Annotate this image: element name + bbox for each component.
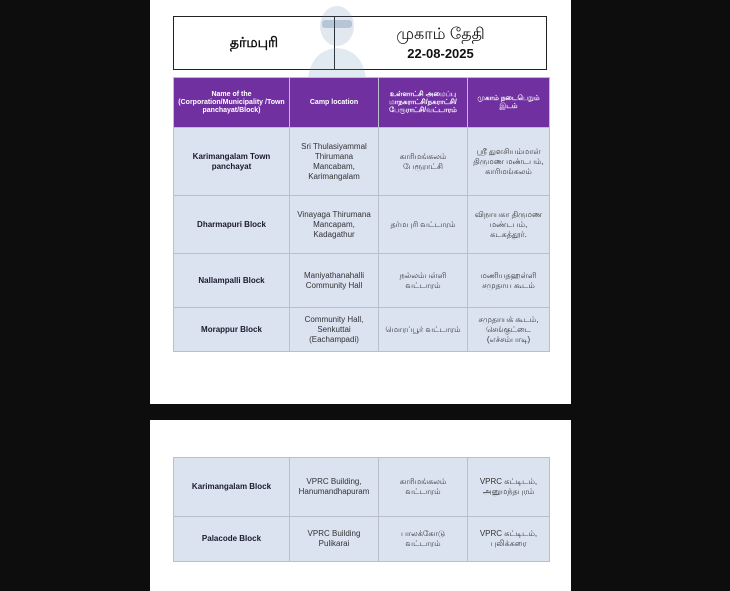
column-header-location: Camp location <box>290 78 379 128</box>
table-row <box>174 196 550 254</box>
cell-location: Maniyathanahalli Community Hall <box>290 254 379 308</box>
camp-table-continued <box>173 457 550 562</box>
cell-name: Morappur Block <box>174 308 290 352</box>
cell-local-body: காரிமங்கலம் பேரூராட்சி <box>379 128 468 196</box>
cell-local-body: காரிமங்கலம் வட்டாரம் <box>379 458 468 517</box>
table-row <box>174 128 550 196</box>
table-row <box>174 308 550 352</box>
cell-name: Karimangalam Block <box>174 458 290 517</box>
cell-venue: மணியதஹள்ளி சமுதாய கூடம் <box>468 254 550 308</box>
cell-local-body: தர்மபுரி வட்டாரம் <box>379 196 468 254</box>
cell-venue: VPRC கட்டிடம், புலிக்கரை <box>468 517 550 562</box>
column-header-local-body: உள்ளாட்சி அமைப்பு மாநகராட்சி/நகராட்சி/ பேரூராட்சி/வட்டாரம் <box>379 78 468 128</box>
cell-venue: ஸ்ரீ துளசியம்மாள் திருமண மண்டபம், காரிமங்கலம் <box>468 128 550 196</box>
cell-local-body: நல்லம்பள்ளி வட்டாரம் <box>379 254 468 308</box>
camp-date-title: முகாம் தேதி <box>396 25 485 43</box>
document-page-1 <box>150 0 571 404</box>
cell-venue: சமுதாயக் கூடம், செங்குட்டை (எச்சம்பாடி) <box>468 308 550 352</box>
cell-name: Palacode Block <box>174 517 290 562</box>
portrait-watermark-image <box>302 0 372 78</box>
camp-table <box>173 77 550 352</box>
cell-location: Community Hall, Senkuttai (Eachampadi) <box>290 308 379 352</box>
cell-location: VPRC Building Pulikarai <box>290 517 379 562</box>
cell-location: VPRC Building, Hanumandhapuram <box>290 458 379 517</box>
cell-local-body: பாலக்கோடு வட்டாரம் <box>379 517 468 562</box>
cell-venue: விநாயகா திருமண மண்டபம், கடகத்தூர். <box>468 196 550 254</box>
cell-location: Sri Thulasiyammal Thirumana Mancabam, Karimangalam <box>290 128 379 196</box>
document-page-2 <box>150 420 571 591</box>
column-header-name: Name of the (Corporation/Municipality /Town panchayat/Block) <box>174 78 290 128</box>
column-header-venue: முகாம் நடைபெறும் இடம் <box>468 78 550 128</box>
district-name: தர்மபுரி <box>174 17 335 69</box>
cell-location: Vinayaga Thirumana Mancapam, Kadagathur <box>290 196 379 254</box>
cell-name: Karimangalam Town panchayat <box>174 128 290 196</box>
cell-name: Dharmapuri Block <box>174 196 290 254</box>
cell-venue: VPRC கட்டிடம், அனுமந்தபுரம் <box>468 458 550 517</box>
cell-name: Nallampalli Block <box>174 254 290 308</box>
camp-date: 22-08-2025 <box>407 45 474 61</box>
cell-local-body: மொரப்பூர் வட்டாரம் <box>379 308 468 352</box>
table-row <box>174 458 550 517</box>
table-row <box>174 254 550 308</box>
table-row <box>174 517 550 562</box>
table-header-row <box>174 78 550 128</box>
